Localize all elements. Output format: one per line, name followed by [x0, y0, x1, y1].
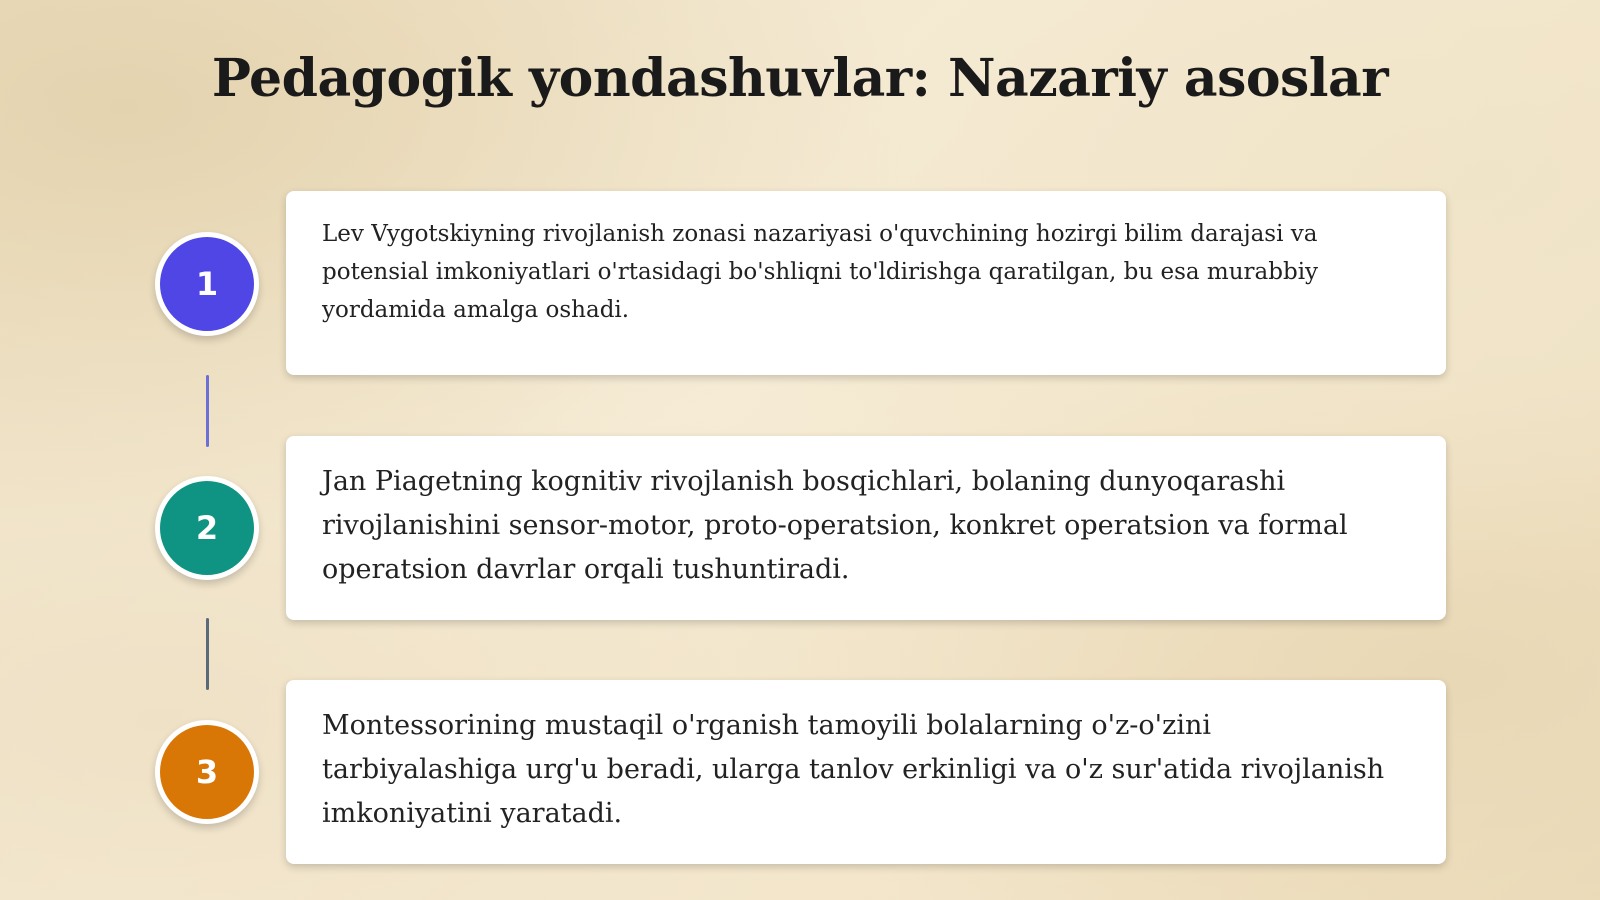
- step-number-badge: [155, 232, 259, 336]
- step-card: [286, 680, 1446, 864]
- step-card: [286, 436, 1446, 620]
- step-number-badge: [155, 476, 259, 580]
- step-number: 2: [195, 509, 219, 547]
- page-title: Pedagogik yondashuvlar: Nazariy asoslar: [211, 48, 1389, 109]
- step-text: Jan Piagetning kognitiv rivojlanish bosqichlari, bolaning dunyoqarashi rivojlanishini sensor-motor, proto-operatsion, konkret operatsion va formal operatsion davrlar orqali tushuntiradi.: [322, 466, 1348, 585]
- step-number-badge: [155, 720, 259, 824]
- step-text: Lev Vygotskiyning rivojlanish zonasi nazariyasi o'quvchining hozirgi bilim darajasi va potensial imkoniyatlari o'rtasidagi bo'shliqni to'ldirishga qaratilgan, bu esa murabbiy yordamida amalga oshadi.: [322, 221, 1319, 323]
- timeline-connector: [206, 618, 209, 690]
- step-text: Montessorining mustaqil o'rganish tamoyili bolalarning o'z-o'zini tarbiyalashiga urg'u beradi, ularga tanlov erkinligi va o'z sur'atida rivojlanish imkoniyatini yaratadi.: [322, 710, 1385, 829]
- step-number: 3: [195, 753, 219, 791]
- timeline-connector: [206, 375, 209, 447]
- step-number: 1: [195, 265, 219, 303]
- step-card: [286, 191, 1446, 375]
